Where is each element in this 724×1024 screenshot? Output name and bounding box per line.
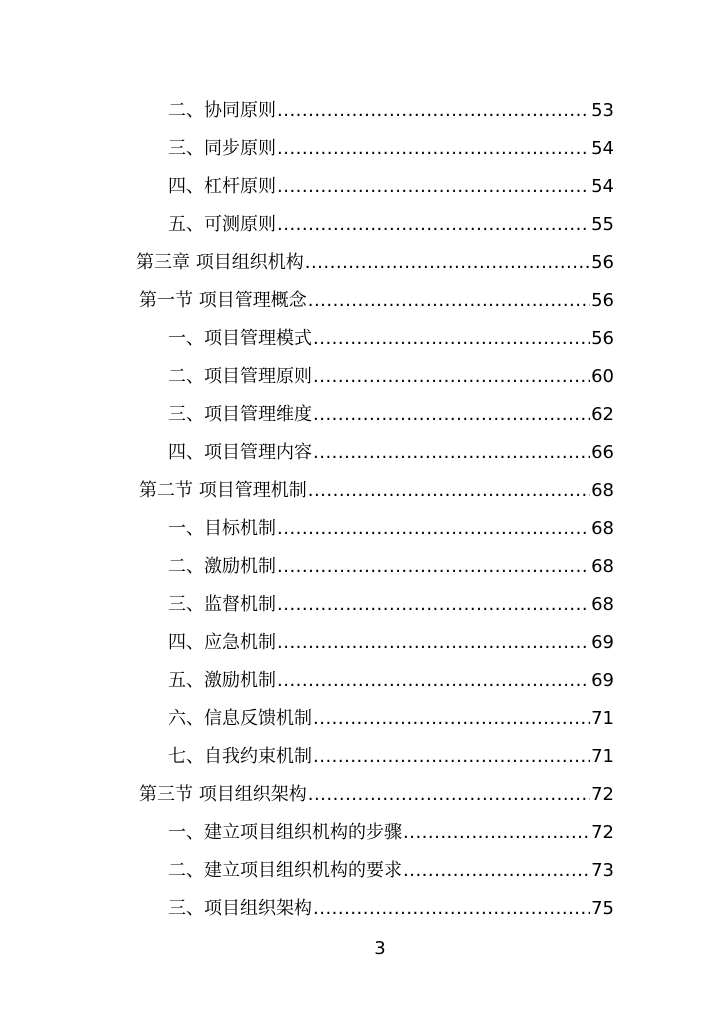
toc-entry[interactable] (168, 206, 614, 236)
toc-entry-title: 第三节 项目组织架构 (139, 784, 307, 805)
toc-entry[interactable] (168, 548, 614, 578)
toc-entry-title: 三、同步原则 (168, 138, 276, 159)
toc-entry-title: 五、激励机制 (168, 670, 276, 691)
toc-leader-dots (277, 100, 590, 122)
toc-leader-dots (313, 746, 590, 768)
toc-entry-title: 三、项目组织架构 (168, 898, 312, 919)
toc-entry[interactable] (168, 434, 614, 464)
toc-entry[interactable] (168, 510, 614, 540)
toc-leader-dots (277, 632, 590, 654)
toc-entry-title: 第三章 项目组织机构 (136, 252, 304, 273)
toc-entry-page: 54 (591, 138, 614, 159)
toc-leader-dots (277, 214, 590, 236)
toc-entry[interactable] (168, 890, 614, 920)
toc-entry-title: 六、信息反馈机制 (168, 708, 312, 729)
toc-entry-title: 二、激励机制 (168, 556, 276, 577)
toc-entry-page: 68 (591, 518, 614, 539)
toc-leader-dots (313, 442, 590, 464)
toc-entry-page: 75 (591, 898, 614, 919)
toc-entry-title: 一、项目管理模式 (168, 328, 312, 349)
toc-entry[interactable] (168, 358, 614, 388)
toc-entry-title: 一、目标机制 (168, 518, 276, 539)
toc-entry-title: 四、项目管理内容 (168, 442, 312, 463)
toc-entry-title: 三、项目管理维度 (168, 404, 312, 425)
toc-chapter-entry[interactable] (136, 244, 614, 274)
toc-entry[interactable] (168, 738, 614, 768)
toc-entry-page: 68 (591, 556, 614, 577)
toc-leader-dots (403, 822, 590, 844)
toc-leader-dots (277, 556, 590, 578)
toc-entry-title: 五、可测原则 (168, 214, 276, 235)
toc-leader-dots (403, 860, 590, 882)
toc-entry-page: 73 (591, 860, 614, 881)
toc-entry-title: 四、杠杆原则 (168, 176, 276, 197)
toc-entry[interactable] (168, 852, 614, 882)
toc-leader-dots (313, 366, 590, 388)
toc-entry-page: 72 (591, 784, 614, 805)
toc-entry-page: 53 (591, 100, 614, 121)
toc-entry-page: 71 (591, 708, 614, 729)
toc-entry-page: 56 (591, 290, 614, 311)
toc-leader-dots (313, 404, 590, 426)
toc-entry[interactable] (168, 662, 614, 692)
toc-entry-page: 68 (591, 480, 614, 501)
toc-section-entry[interactable] (139, 282, 614, 312)
toc-entry-page: 54 (591, 176, 614, 197)
toc-entry-page: 66 (591, 442, 614, 463)
toc-entry-title: 四、应急机制 (168, 632, 276, 653)
toc-entry[interactable] (168, 700, 614, 730)
toc-leader-dots (277, 138, 590, 160)
toc-entry-page: 62 (591, 404, 614, 425)
toc-entry[interactable] (168, 130, 614, 160)
toc-entry-title: 第一节 项目管理概念 (139, 290, 307, 311)
toc-leader-dots (313, 898, 590, 920)
toc-entry[interactable] (168, 320, 614, 350)
toc-entry-page: 60 (591, 366, 614, 387)
toc-entry-page: 56 (591, 328, 614, 349)
toc-section-entry[interactable] (139, 776, 614, 806)
toc-leader-dots (313, 328, 590, 350)
toc-entry-page: 68 (591, 594, 614, 615)
toc-leader-dots (277, 518, 590, 540)
toc-entry[interactable] (168, 396, 614, 426)
toc-entry-page: 72 (591, 822, 614, 843)
toc-entry[interactable] (168, 168, 614, 198)
toc-entry-title: 第二节 项目管理机制 (139, 480, 307, 501)
toc-entry-page: 71 (591, 746, 614, 767)
toc-leader-dots (277, 594, 590, 616)
toc-leader-dots (308, 784, 590, 806)
toc-entry-page: 56 (591, 252, 614, 273)
toc-leader-dots (308, 290, 590, 312)
toc-leader-dots (308, 480, 590, 502)
toc-entry-title: 二、建立项目组织机构的要求 (168, 860, 402, 881)
toc-leader-dots (313, 708, 590, 730)
toc-entry-page: 55 (591, 214, 614, 235)
toc-leader-dots (305, 252, 590, 274)
page-number: 3 (374, 938, 386, 959)
toc-leader-dots (277, 670, 590, 692)
toc-entry-title: 三、监督机制 (168, 594, 276, 615)
toc-leader-dots (277, 176, 590, 198)
toc-entry[interactable] (168, 92, 614, 122)
toc-entry-title: 二、协同原则 (168, 100, 276, 121)
toc-entry[interactable] (168, 624, 614, 654)
toc-entry[interactable] (168, 586, 614, 616)
toc-entry-page: 69 (591, 632, 614, 653)
toc-section-entry[interactable] (139, 472, 614, 502)
toc-entry[interactable] (168, 814, 614, 844)
toc-entry-page: 69 (591, 670, 614, 691)
toc-entry-title: 一、建立项目组织机构的步骤 (168, 822, 402, 843)
toc-entry-title: 七、自我约束机制 (168, 746, 312, 767)
toc-entry-title: 二、项目管理原则 (168, 366, 312, 387)
